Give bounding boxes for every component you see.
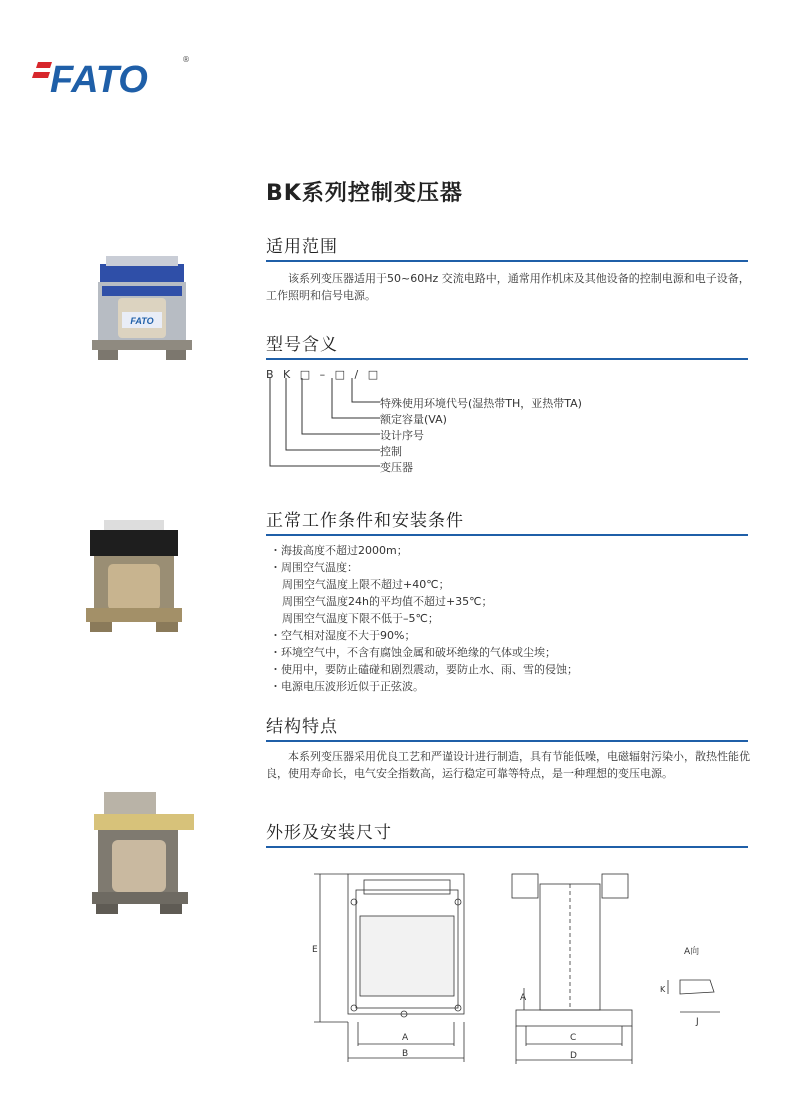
plate-brand: FATO xyxy=(130,316,154,326)
list-item: 周围空气温度24h的平均值不超过+35℃； xyxy=(282,595,493,608)
brand-name: FATO xyxy=(50,59,148,100)
model-item: 特殊使用环境代号(湿热带TH，亚热带TA) xyxy=(380,397,582,410)
dim-label-k: K xyxy=(660,985,666,994)
registered-mark: ® xyxy=(182,55,190,64)
section-structure-heading: 结构特点 xyxy=(266,712,748,742)
model-item: 额定容量(VA) xyxy=(380,413,447,426)
model-leader-lines xyxy=(266,378,386,474)
conditions-list xyxy=(270,542,750,695)
dimension-drawing xyxy=(300,862,760,1072)
list-item: ・海拔高度不超过2000m； xyxy=(270,544,408,557)
model-item: 控制 xyxy=(380,445,402,458)
model-code: B K □ – □ / □ xyxy=(266,368,382,381)
brand-logo xyxy=(30,50,190,100)
section-conditions-heading: 正常工作条件和安装条件 xyxy=(266,506,748,536)
transformer-photo-open xyxy=(80,792,200,920)
dim-label-a: A xyxy=(402,1033,409,1043)
section-scope-heading: 适用范围 xyxy=(266,232,748,262)
section-model-heading: 型号含义 xyxy=(266,330,748,360)
dim-label-j: J xyxy=(696,1017,699,1027)
transformer-photo-blue xyxy=(92,256,192,366)
dim-label-a-side: A xyxy=(520,993,527,1003)
section-dimensions-heading: 外形及安装尺寸 xyxy=(266,818,748,848)
dim-label-b: B xyxy=(402,1049,409,1059)
model-item: 设计序号 xyxy=(380,429,424,442)
transformer-photo-black xyxy=(86,520,182,638)
dim-label-c: C xyxy=(570,1033,577,1043)
page-title: BK系列控制变压器 xyxy=(266,181,463,206)
list-item: ・电源电压波形近似于正弦波。 xyxy=(270,680,424,693)
view-label: A向 xyxy=(684,947,700,957)
list-item: ・使用中，要防止磕碰和剧烈震动，要防止水、雨、雪的侵蚀； xyxy=(270,663,578,676)
model-item: 变压器 xyxy=(380,461,413,474)
list-item: 周围空气温度下限不低于–5℃； xyxy=(282,612,439,625)
list-item: ・周围空气温度： xyxy=(270,561,358,574)
scope-text: 该系列变压器适用于50~60Hz 交流电路中，通常用作机床及其他设备的控制电源和电子设备，工作照明和信号电源。 xyxy=(266,272,750,302)
list-item: ・空气相对湿度不大于90%； xyxy=(270,629,416,642)
list-item: ・环境空气中，不含有腐蚀金属和破坏绝缘的气体或尘埃； xyxy=(270,646,556,659)
list-item: 周围空气温度上限不超过+40℃； xyxy=(282,578,450,591)
dim-label-e: E xyxy=(312,945,318,955)
structure-text: 本系列变压器采用优良工艺和严谨设计进行制造，具有节能低噪，电磁辐射污染小，散热性能优良，使用寿命长，电气安全指数高，运行稳定可靠等特点，是一种理想的变压电源。 xyxy=(266,750,750,780)
dim-label-d: D xyxy=(570,1051,577,1061)
